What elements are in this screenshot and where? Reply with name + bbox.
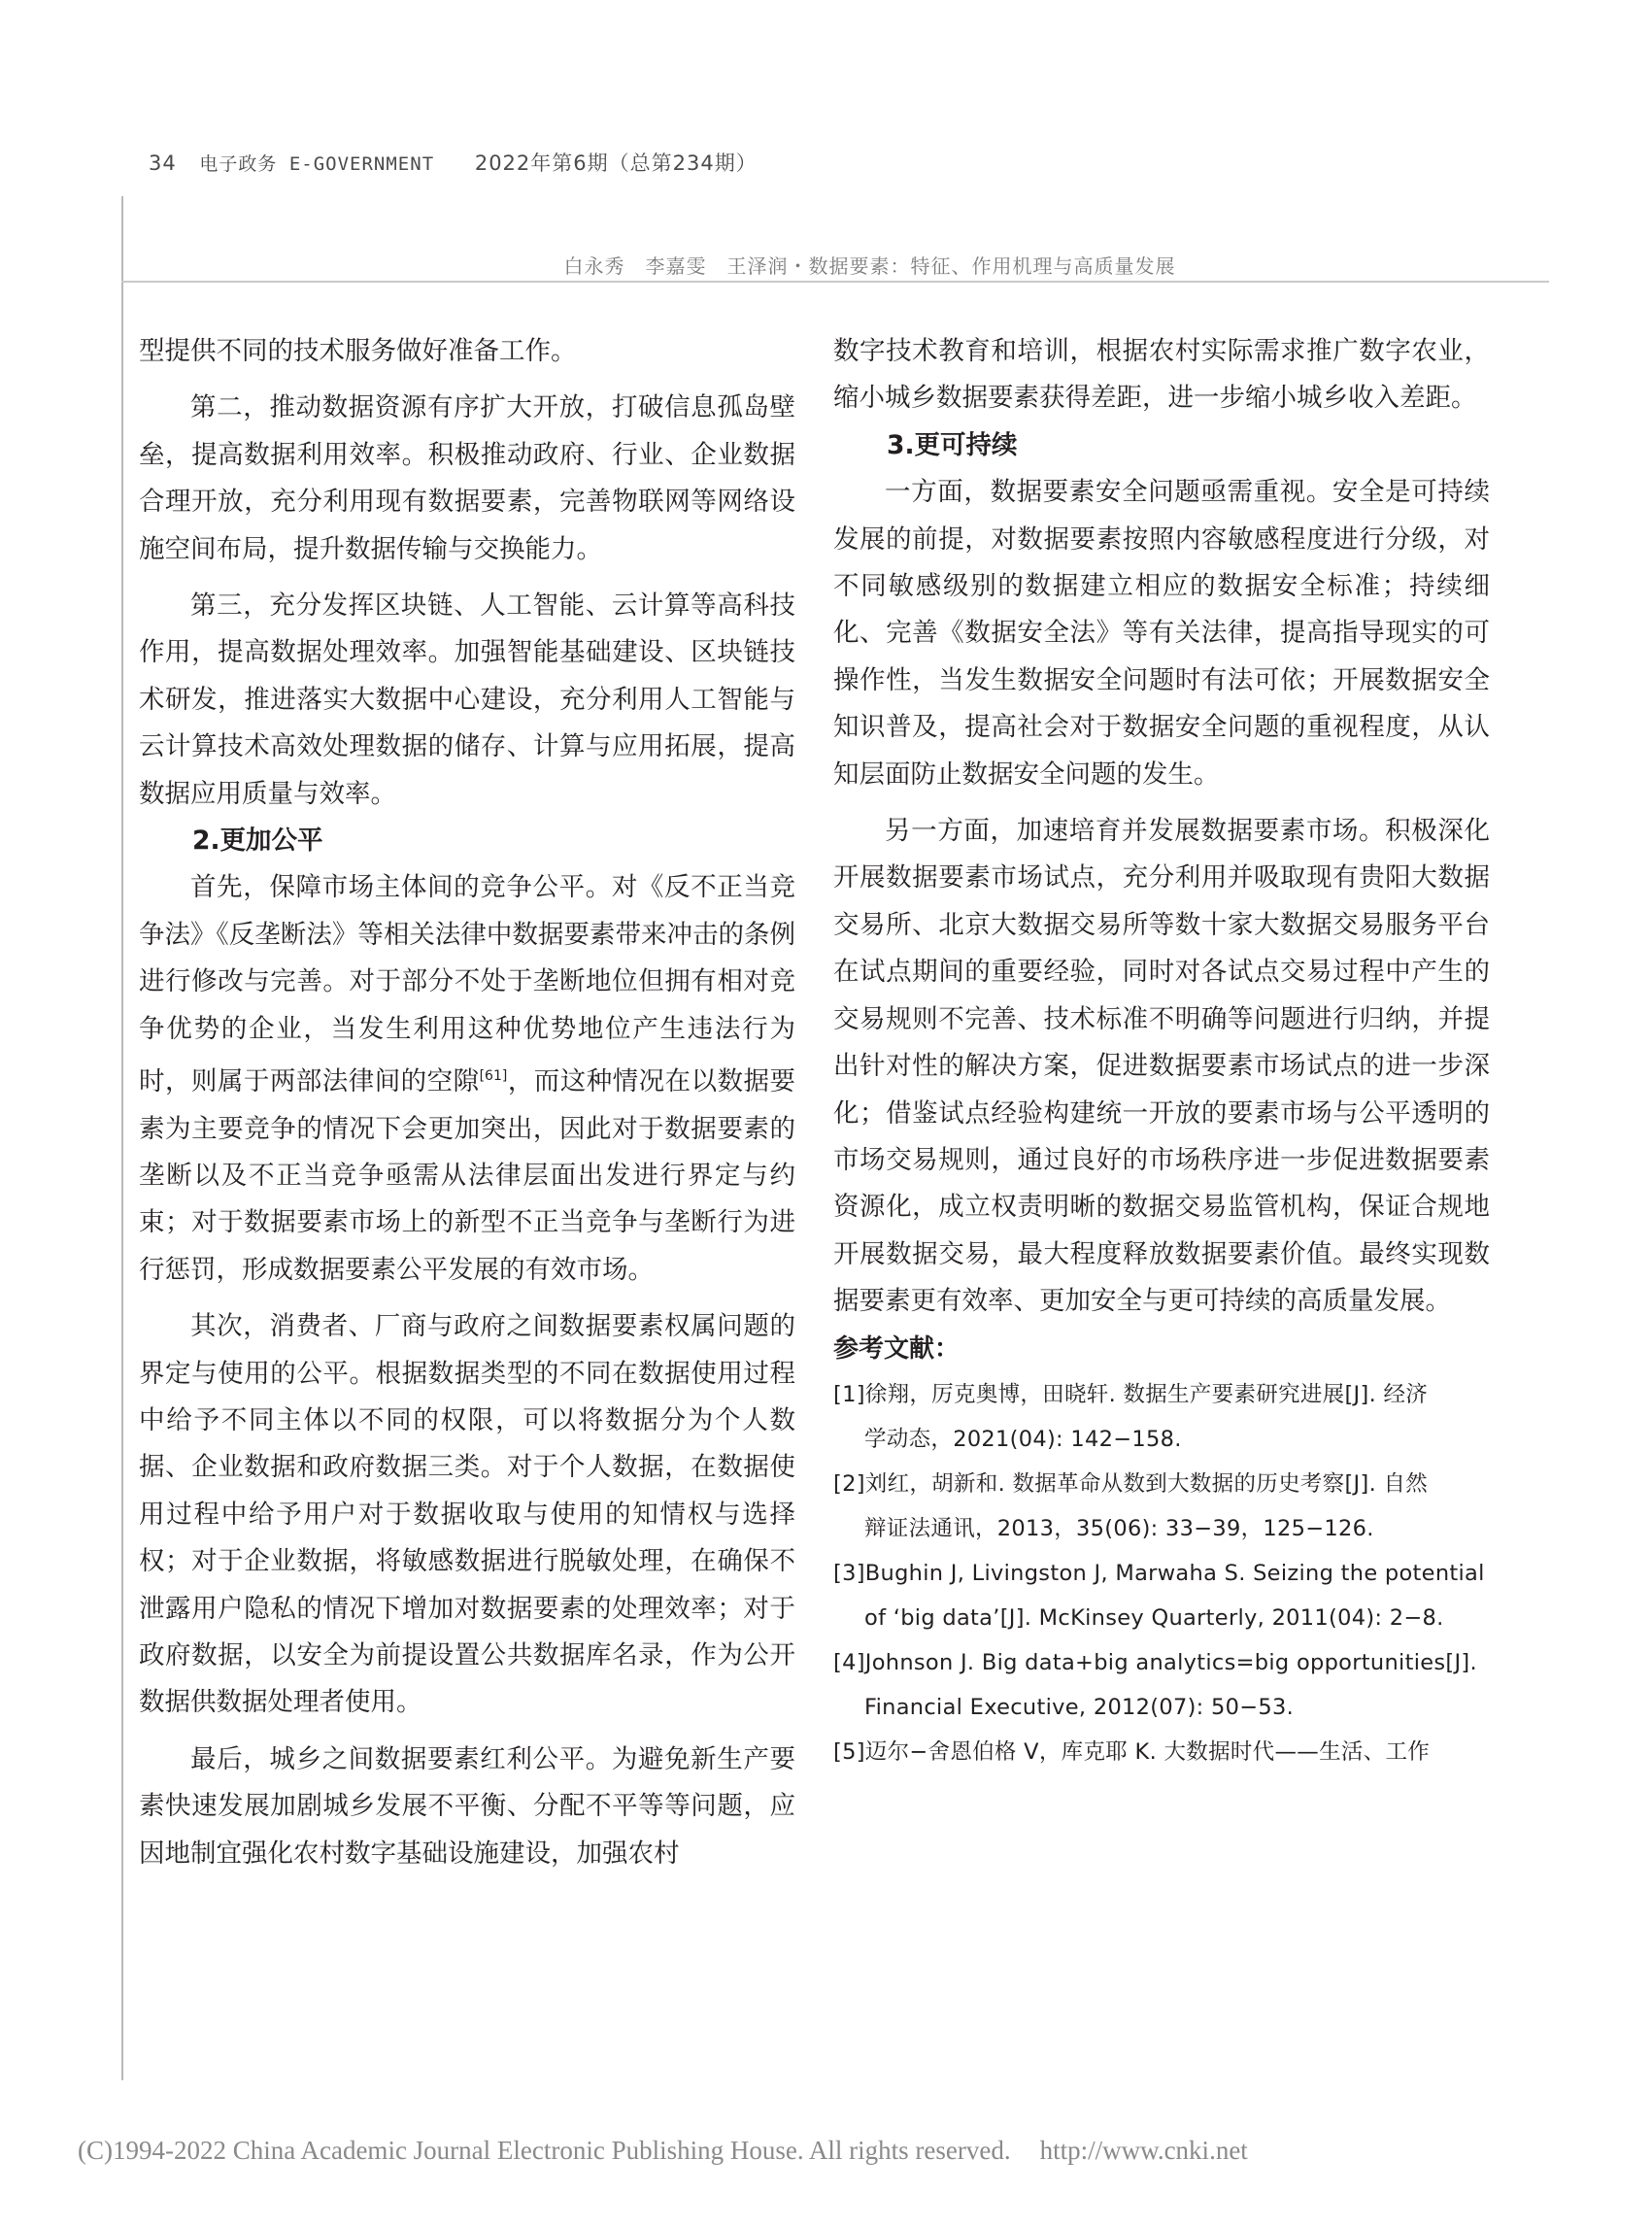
section-heading: 2.更加公平	[192, 826, 323, 857]
paragraph: 最后，城乡之间数据要素红利公平。为避免新生产要素快速发展加剧城乡发展不平衡、分配不平等等问题，应因地制宜强化农村数字基础设施建设，加强农村	[139, 1743, 795, 1869]
journal-name: 电子政务 E-GOVERNMENT	[199, 153, 435, 175]
citation-marker: [61]	[479, 1068, 508, 1085]
copyright-text: (C)1994-2022 China Academic Journal Electronic Publishing House. All rights reserved.	[78, 2136, 1011, 2165]
running-title: 白永秀 李嘉雯 王泽润・数据要素：特征、作用机理与高质量发展	[563, 254, 1176, 278]
page-number: 34	[149, 152, 177, 175]
paragraph: 型提供不同的技术服务做好准备工作。	[139, 336, 577, 366]
reference-line: [1]徐翔，厉克奥博，田晓轩. 数据生产要素研究进展[J]. 经济	[833, 1381, 1429, 1407]
reference-line: [4]Johnson J. Big data+big analytics=big opportunities[J].	[833, 1649, 1477, 1675]
paragraph: 第二，推动数据资源有序扩大开放，打破信息孤岛壁垒，提高数据利用效率。积极推动政府、行业、企业数据合理开放，充分利用现有数据要素，完善物联网等网络设施空间布局，提升数据传输与交换能力。	[139, 392, 795, 564]
paragraph-text: ，而这种情况在以数据要素为主要竞争的情况下会更加突出，因此对于数据要素的垄断以及不正当竞争亟需从法律层面出发进行界定与约束；对于数据要素市场上的新型不正当竞争与垄断行为进行惩罚，形成数据要素公平发展的有效市场。	[139, 1066, 795, 1285]
reference-item	[833, 1372, 1490, 1462]
reference-line: 学动态，2021(04): 142−158.	[864, 1426, 1182, 1452]
footer-url: http://www.cnki.net	[1039, 2136, 1248, 2165]
issue-info: 2022年第6期（总第234期）	[474, 152, 758, 175]
header-rule	[121, 281, 1549, 283]
reference-line: of ‘big data’[J]. McKinsey Quarterly, 2011(04): 2−8.	[864, 1604, 1444, 1631]
right-column	[833, 328, 1490, 1774]
reference-item	[833, 1551, 1490, 1640]
copyright-footer	[78, 2136, 1248, 2166]
left-column	[139, 328, 795, 1877]
references-heading: 参考文献：	[833, 1333, 961, 1364]
paragraph: 另一方面，加速培育并发展数据要素市场。积极深化开展数据要素市场试点，充分利用并吸取现有贵阳大数据交易所、北京大数据交易所等数十家大数据交易服务平台在试点期间的重要经验，同时对各试点交易过程中产生的交易规则不完善、技术标准不明确等问题进行归纳，并提出针对性的解决方案，促进数据要素市场试点的进一步深化；借鉴试点经验构建统一开放的要素市场与公平透明的市场交易规则，通过良好的市场秩序进一步促进数据要素资源化，成立权责明晰的数据交易监管机构，保证合规地开展数据交易，最大程度释放数据要素价值。最终实现数据要素更有效率、更加安全与更可持续的高质量发展。	[833, 816, 1490, 1317]
page-header	[149, 148, 758, 177]
reference-list	[833, 1372, 1490, 1774]
paragraph	[139, 864, 795, 1294]
section-heading: 3.更可持续	[887, 429, 1018, 460]
reference-item	[833, 1462, 1490, 1551]
reference-line: [5]迈尔−舍恩伯格 V，库克耶 K. 大数据时代——生活、工作	[833, 1738, 1431, 1765]
reference-line: Financial Executive, 2012(07): 50−53.	[864, 1694, 1295, 1720]
paragraph-text: 首先，保障市场主体间的竞争公平。对《反不正当竞争法》《反垄断法》等相关法律中数据要素带来冲击的条例进行修改与完善。对于部分不处于垄断地位但拥有相对竞争优势的企业，当发生利用这种优势地位产生违法行为时，则属于两部法律间的空隙	[139, 872, 795, 1097]
paragraph: 第三，充分发挥区块链、人工智能、云计算等高科技作用，提高数据处理效率。加强智能基础建设、区块链技术研发，推进落实大数据中心建设，充分利用人工智能与云计算技术高效处理数据的储存、计算与应用拓展，提高数据应用质量与效率。	[139, 590, 795, 809]
reference-item	[833, 1730, 1490, 1774]
left-margin-rule	[121, 196, 123, 2080]
reference-line: [3]Bughin J, Livingston J, Marwaha S. Seizing the potential	[833, 1560, 1485, 1586]
paragraph: 数字技术教育和培训，根据农村实际需求推广数字农业，缩小城乡数据要素获得差距，进一步缩小城乡收入差距。	[833, 336, 1490, 414]
paragraph: 其次，消费者、厂商与政府之间数据要素权属问题的界定与使用的公平。根据数据类型的不同在数据使用过程中给予不同主体以不同的权限，可以将数据分为个人数据、企业数据和政府数据三类。对于个人数据，在数据使用过程中给予用户对于数据收取与使用的知情权与选择权；对于企业数据，将敏感数据进行脱敏处理，在确保不泄露用户隐私的情况下增加对数据要素的处理效率；对于政府数据，以安全为前提设置公共数据库名录，作为公开数据供数据处理者使用。	[139, 1311, 795, 1718]
paragraph: 一方面，数据要素安全问题亟需重视。安全是可持续发展的前提，对数据要素按照内容敏感程度进行分级，对不同敏感级别的数据建立相应的数据安全标准；持续细化、完善《数据安全法》等有关法律，提高指导现实的可操作性，当发生数据安全问题时有法可依；开展数据安全知识普及，提高社会对于数据安全问题的重视程度，从认知层面防止数据安全问题的发生。	[833, 477, 1490, 790]
reference-line: [2]刘红，胡新和. 数据革命从数到大数据的历史考察[J]. 自然	[833, 1470, 1429, 1497]
reference-line: 辩证法通讯，2013，35(06): 33−39，125−126.	[864, 1515, 1374, 1541]
reference-item	[833, 1640, 1490, 1730]
